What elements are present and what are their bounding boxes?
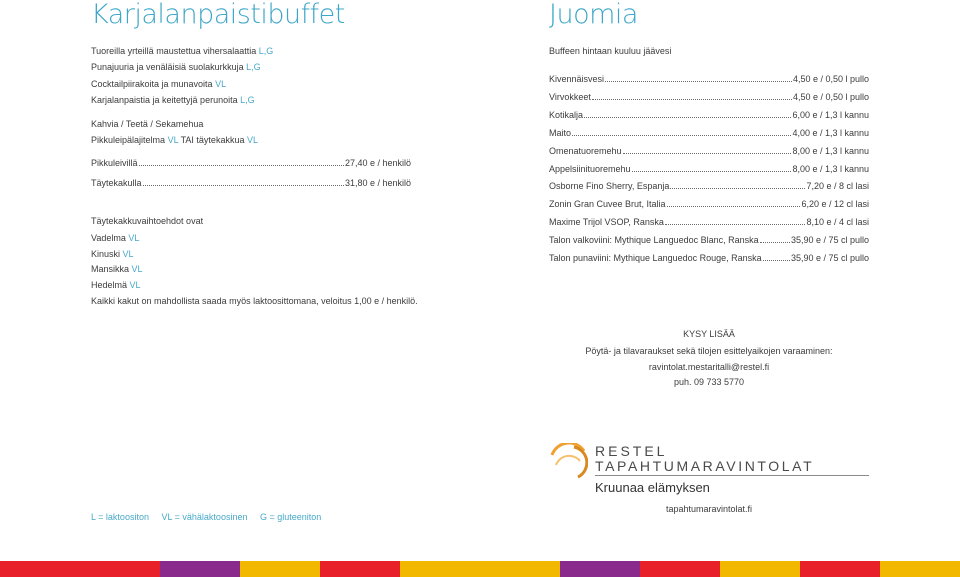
- dot-leader: [584, 116, 791, 118]
- drink-name: Maito: [549, 128, 572, 138]
- color-stripe: [560, 561, 640, 577]
- dot-leader: [667, 205, 801, 207]
- diet-tag: L,G: [258, 46, 274, 56]
- contact-phone: puh. 09 733 5770: [673, 377, 745, 387]
- drink-name: Virvokkeet: [549, 92, 591, 102]
- dot-leader: [670, 187, 805, 189]
- color-stripe: [480, 561, 560, 577]
- drink-row: [549, 92, 869, 103]
- logo-arc-inner: [556, 456, 580, 465]
- dot-leader: [623, 152, 792, 154]
- cake-item: Kinuski VL: [91, 249, 134, 259]
- menu-item: Punajuuria ja venäläisiä suolakurkkuja L,G: [91, 62, 261, 72]
- dot-leader: [665, 223, 806, 225]
- price-row: [91, 178, 411, 189]
- diet-tag: L,G: [246, 62, 261, 72]
- cookie-cake-line: Pikkuleipälajitelma VL TAI täytekakkua VL: [91, 135, 258, 145]
- menu-item: Tuoreilla yrteillä maustettua vihersalaattia L,G: [91, 46, 274, 56]
- website-link[interactable]: tapahtumaravintolat.fi: [666, 504, 753, 514]
- drink-price: 7,20 e / 8 cl lasi: [806, 181, 869, 191]
- drink-price: 35,90 e / 75 cl pullo: [790, 253, 869, 263]
- diet-tag: VL: [129, 280, 141, 290]
- drinks-subtitle: Buffeen hintaan kuuluu jäävesi: [549, 46, 672, 56]
- drink-row: [549, 164, 869, 175]
- diet-tag: L,G: [240, 95, 255, 105]
- logo-brand: RESTEL: [595, 443, 668, 459]
- color-stripe: [240, 561, 320, 577]
- dot-leader: [143, 184, 344, 186]
- color-stripe-bar: [0, 561, 960, 577]
- drink-price: 8,10 e / 4 cl lasi: [806, 217, 869, 227]
- diet-tag: VL: [215, 79, 227, 89]
- price-row: [91, 158, 411, 169]
- diet-legend: L = laktoositon VL = vähälaktoosinen G = gluteeniton: [91, 512, 322, 522]
- price-name: Täytekakulla: [91, 178, 142, 188]
- menu-item: Cocktailpiirakoita ja munavoita VL: [91, 79, 227, 89]
- drink-name: Talon valkoviini: Mythique Languedoc Blanc, Ranska: [549, 235, 759, 245]
- drink-price: 8,00 e / 1,3 l kannu: [792, 146, 869, 156]
- drinks-line: Kahvia / Teetä / Sekamehua: [91, 119, 204, 129]
- drink-name: Zonin Gran Cuvee Brut, Italia: [549, 199, 666, 209]
- drink-name: Talon punaviini: Mythique Languedoc Rouge, Ranska: [549, 253, 762, 263]
- price-name: Pikkuleivillä: [91, 158, 138, 168]
- logo-subtitle: TAPAHTUMARAVINTOLAT: [595, 458, 815, 474]
- drink-name: Osborne Fino Sherry, Espanja: [549, 181, 670, 191]
- drink-price: 4,50 e / 0,50 l pullo: [792, 92, 869, 102]
- drink-row: [549, 74, 869, 85]
- drink-row: [549, 235, 869, 246]
- restel-logo-icon: [548, 443, 588, 479]
- drink-name: Appelsiinituoremehu: [549, 164, 631, 174]
- drink-row: [549, 146, 869, 157]
- drink-price: 8,00 e / 1,3 l kannu: [792, 164, 869, 174]
- drink-price: 35,90 e / 75 cl pullo: [790, 235, 869, 245]
- drink-name: Maxime Trijol VSOP, Ranska: [549, 217, 664, 227]
- color-stripe: [400, 561, 480, 577]
- logo-arc-swoosh: [574, 447, 587, 477]
- cake-item: Mansikka VL: [91, 264, 143, 274]
- cake-item: Vadelma VL: [91, 233, 140, 243]
- drink-price: 6,00 e / 1,3 l kannu: [792, 110, 869, 120]
- drink-price: 4,50 e / 0,50 l pullo: [792, 74, 869, 84]
- dot-leader: [572, 134, 791, 136]
- color-stripe: [720, 561, 800, 577]
- logo-divider: [595, 475, 869, 476]
- color-stripe: [640, 561, 720, 577]
- color-stripe: [0, 561, 80, 577]
- slogan: Kruunaa elämyksen: [595, 480, 710, 495]
- drink-row: [549, 110, 869, 121]
- contact-heading: KYSY LISÄÄ: [683, 329, 735, 339]
- menu-item: Karjalanpaistia ja keitettyjä perunoita L,G: [91, 95, 255, 105]
- drink-row: [549, 181, 869, 192]
- cake-options-heading: Täytekakkuvaihtoehdot ovat: [91, 216, 204, 226]
- dot-leader: [763, 259, 790, 261]
- price-value: 31,80 e / henkilö: [344, 178, 411, 188]
- drink-row: [549, 217, 869, 228]
- contact-email[interactable]: ravintolat.mestaritalli@restel.fi: [648, 362, 770, 372]
- diet-tag: VL: [122, 249, 134, 259]
- drink-name: Kotikalja: [549, 110, 584, 120]
- drink-row: [549, 199, 869, 210]
- color-stripe: [800, 561, 880, 577]
- drink-row: [549, 253, 869, 264]
- drink-row: [549, 128, 869, 139]
- color-stripe: [80, 561, 160, 577]
- drink-name: Kivennäisvesi: [549, 74, 605, 84]
- color-stripe: [880, 561, 960, 577]
- color-stripe: [320, 561, 400, 577]
- dot-leader: [592, 98, 792, 100]
- drink-name: Omenatuoremehu: [549, 146, 622, 156]
- price-value: 27,40 e / henkilö: [344, 158, 411, 168]
- color-stripe: [160, 561, 240, 577]
- contact-line: Pöytä- ja tilavaraukset sekä tilojen esittelyaikojen varaaminen:: [585, 346, 833, 356]
- cake-item: Hedelmä VL: [91, 280, 141, 290]
- dot-leader: [605, 80, 792, 82]
- drink-price: 6,20 e / 12 cl lasi: [801, 199, 869, 209]
- drink-price: 4,00 e / 1,3 l kannu: [792, 128, 869, 138]
- diet-tag: VL: [131, 264, 143, 274]
- diet-tag: VL: [128, 233, 140, 243]
- dot-leader: [632, 170, 792, 172]
- dot-leader: [760, 241, 790, 243]
- page-title-drinks: Juomia: [549, 0, 638, 30]
- page-title-buffet: Karjalanpaistibuffet: [91, 0, 345, 30]
- cake-note: Kaikki kakut on mahdollista saada myös laktoosittomana, veloitus 1,00 e / henkilö.: [91, 296, 418, 306]
- dot-leader: [139, 164, 344, 166]
